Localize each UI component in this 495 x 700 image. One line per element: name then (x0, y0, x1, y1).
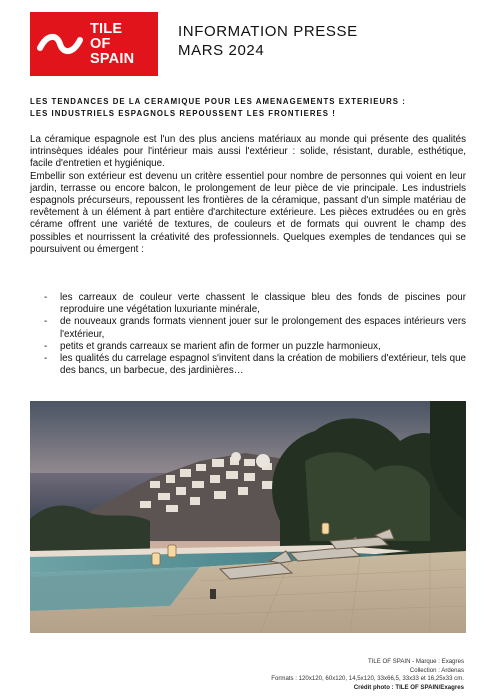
logo-wordmark (90, 22, 134, 67)
credit-photo-value: TILE OF SPAIN/Exagres (395, 683, 464, 691)
bullet-marker: - (44, 316, 48, 328)
list-item-text: de nouveaux grands formats viennent jouer sur le prolongement des espaces intérieurs vers l'extérieur, (60, 316, 466, 340)
headline-line-1: LES TENDANCES DE LA CERAMIQUE POUR LES AMENAGEMENTS EXTERIEURS : (30, 97, 406, 106)
logo-line-spain: SPAIN (90, 50, 135, 67)
wave-icon (30, 12, 90, 76)
list-item (44, 353, 466, 377)
press-date: MARS 2024 (178, 42, 265, 59)
logo-line-tile: TILE (90, 20, 123, 37)
list-item (44, 292, 466, 316)
press-header (178, 22, 358, 60)
body-paragraph-2: Embellir son extérieur est devenu un critère essentiel pour nombre de personnes qui voient en leur jardin, terrasse ou encore balcon, le prolongement de leur pièce de vie principale. Les industriels espagnols précurseurs, repoussent les frontières de la céramique, passant d'un simple matériau de revêtement à un élément à part entière d'architecture extérieure. Les pièces extrudées ou en grès cérame offrent une variété de textures, de couleurs et de formats qui ouvrent le champ des possibles et nourrissent la créativité des professionnels. Quelques exemples de tendances qui se poursuivent ou émergent : (30, 170, 466, 255)
press-label: INFORMATION PRESSE (178, 23, 358, 40)
credit-formats: Formats : 120x120, 60x120, 14,5x120, 33x66,5, 33x33 et 16,25x33 cm. (271, 675, 464, 683)
bullet-marker: - (44, 292, 48, 303)
credit-collection: Collection : Ardenas (409, 666, 464, 674)
tile-of-spain-logo (30, 12, 158, 76)
body-paragraph-1: La céramique espagnole est l'un des plus anciens matériaux au monde qui présente des qualités intrinsèques idéales pour l'intérieur mais aussi l'extérieur : solide, résistant, durable, esthétique, facile d'entretien et hygiénique. (30, 134, 466, 170)
trend-list (44, 292, 466, 377)
logo-line-of: OF (90, 35, 111, 52)
headline (30, 96, 468, 120)
bullet-marker: - (44, 353, 48, 365)
photo-credit (44, 658, 464, 692)
list-item-text: les qualités du carrelage espagnol s'invitent dans la création de mobiliers d'extérieur, tels que des bancs, un barbecue, des jardinières… (60, 353, 466, 377)
body-text (30, 134, 466, 256)
credit-photo (44, 684, 464, 693)
list-item (44, 341, 466, 353)
credit-brand: TILE OF SPAIN - Marque : Exagres (367, 658, 464, 665)
credit-photo-label: Crédit photo : (353, 683, 394, 691)
list-item-text: petits et grands carreaux se marient afin de former un puzzle harmonieux, (60, 340, 381, 352)
headline-line-2: LES INDUSTRIELS ESPAGNOLS REPOUSSENT LES FRONTIERES ! (30, 109, 336, 118)
list-item-text: les carreaux de couleur verte chassent le classique bleu des fonds de piscines pour reproduire une végétation luxuriante minérale, (60, 292, 466, 316)
list-item (44, 316, 466, 340)
bullet-marker: - (44, 340, 48, 352)
terrace-pool-photo (30, 401, 466, 633)
